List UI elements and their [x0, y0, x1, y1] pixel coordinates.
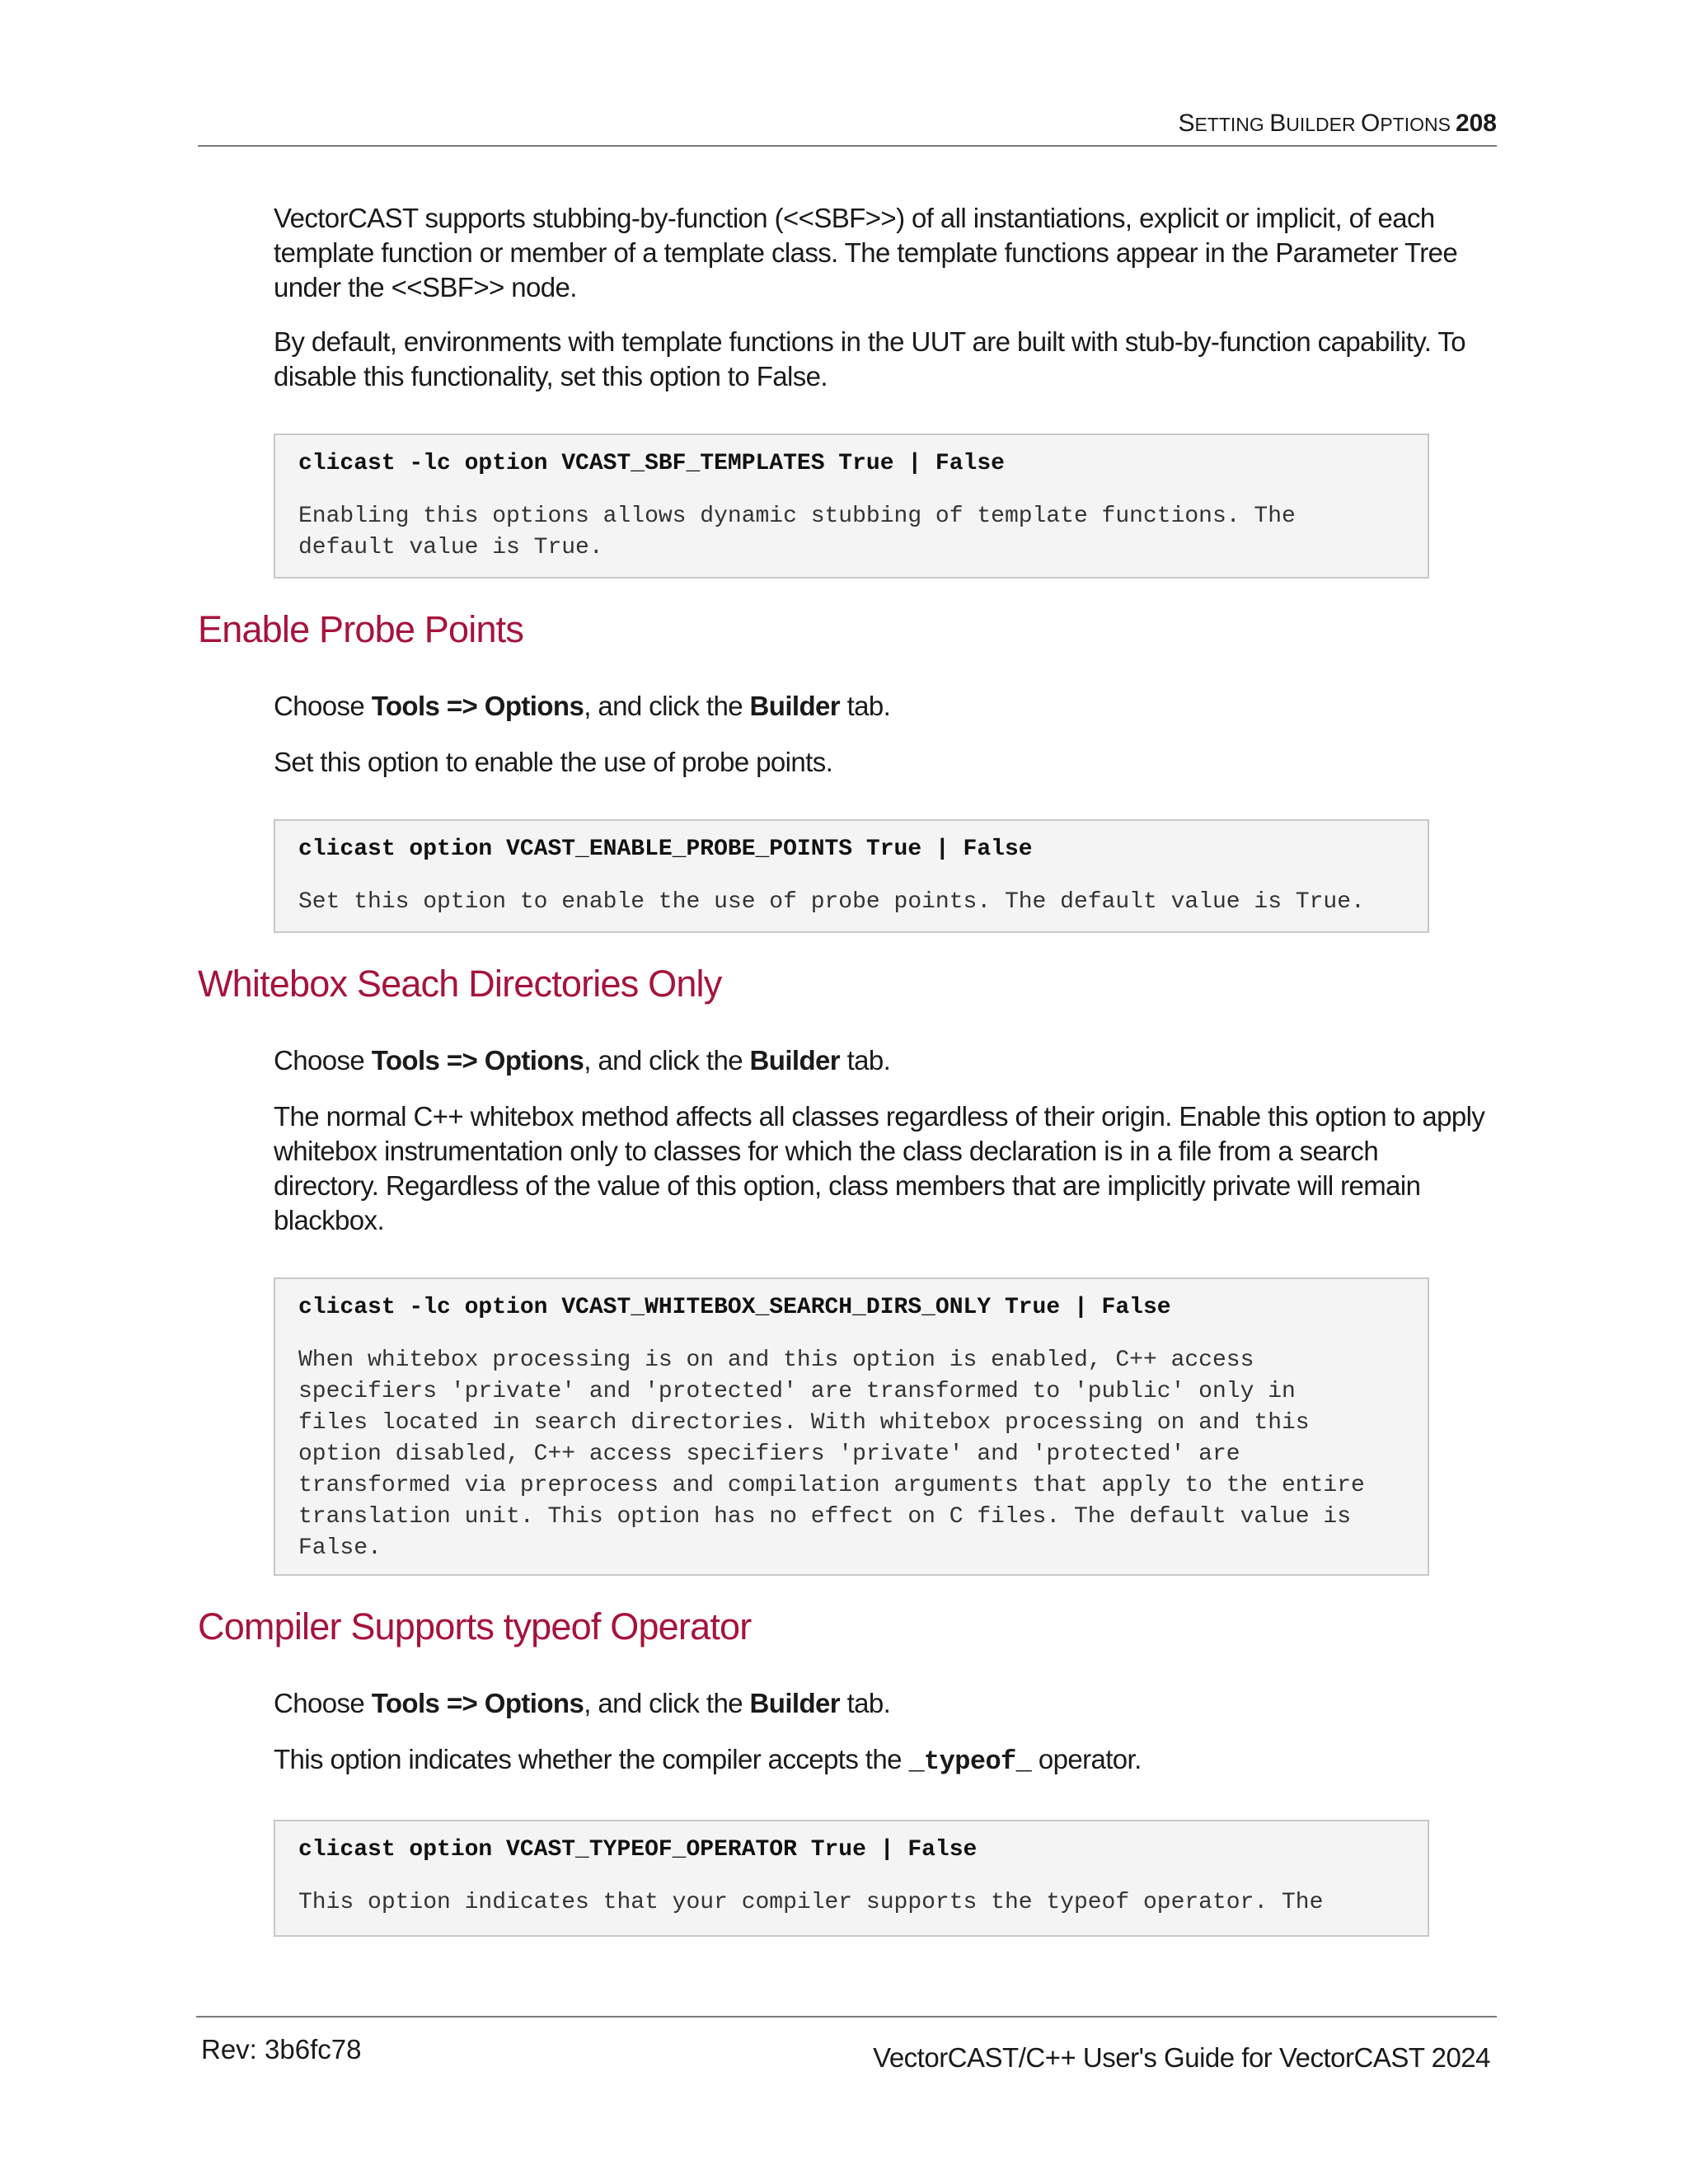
typeof-operator-code: _typeof_ — [908, 1746, 1032, 1777]
page-footer — [196, 2016, 1497, 2073]
page-number: 208 — [1455, 110, 1497, 137]
section-heading-typeof: Compiler Supports typeof Operator — [198, 1605, 752, 1647]
code-command: clicast -lc option VCAST_WHITEBOX_SEARCH_DIRS_ONLY True | False — [298, 1295, 1171, 1320]
code-description: This option indicates that your compiler supports the typeof operator. The — [298, 1890, 1324, 1915]
page-header — [198, 105, 1497, 147]
typeof-description: This option indicates whether the compiler accepts the _typeof_ operator. — [274, 1744, 1142, 1777]
running-header-title: SETTING BUILDER OPTIONS — [1178, 110, 1451, 137]
menu-path-paragraph: Choose Tools => Options, and click the Builder tab. — [274, 1688, 891, 1718]
code-description: Enabling this options allows dynamic stubbing of template functions. The default value is True. — [298, 504, 1296, 560]
code-command: clicast -lc option VCAST_SBF_TEMPLATES True | False — [298, 451, 1005, 476]
menu-path-paragraph: Choose Tools => Options, and click the Builder tab. — [274, 1045, 891, 1076]
section-heading-probe-points: Enable Probe Points — [198, 608, 524, 650]
probe-description: Set this option to enable the use of probe points. — [274, 747, 833, 777]
code-command: clicast option VCAST_ENABLE_PROBE_POINTS True | False — [298, 837, 1033, 862]
whitebox-code-box — [274, 1277, 1429, 1576]
code-description: Set this option to enable the use of probe points. The default value is True. — [298, 889, 1365, 915]
code-command: clicast option VCAST_TYPEOF_OPERATOR True | False — [298, 1837, 978, 1863]
revision-label: Rev: 3b6fc78 — [201, 2034, 362, 2064]
sbf-default-paragraph: By default, environments with template functions in the UUT are built with stub-by-function capability. To disable this functionality, set this option to False. — [274, 326, 1465, 391]
guide-title: VectorCAST/C++ User's Guide for VectorCAST 2024 — [873, 2042, 1490, 2073]
whitebox-description: The normal C++ whitebox method affects all classes regardless of their origin. Enable this option to apply whitebox instrumentation only to classes for which the class declaration is in a file from a search directory. Regardless of the value of this option, class members that are implicitly private will remain blackbox. — [274, 1101, 1485, 1235]
sbf-code-box — [274, 434, 1429, 579]
menu-path-paragraph: Choose Tools => Options, and click the Builder tab. — [274, 691, 891, 721]
probe-code-box — [274, 819, 1429, 933]
typeof-code-box — [274, 1820, 1429, 1937]
sbf-paragraph: VectorCAST supports stubbing-by-function (<<SBF>>) of all instantiations, explicit or implicit, of each template function or member of a template class. The template functions appear in the Parameter Tree under the <<SBF>> node. — [274, 203, 1458, 302]
section-heading-whitebox: Whitebox Seach Directories Only — [198, 963, 722, 1005]
code-description: When whitebox processing is on and this option is enabled, C++ access specifiers 'private' and 'protected' are transformed to 'public' only in files located in search directories. With whitebox processing on and this option disabled, C++ access specifiers 'private' and 'protected' are transformed via preprocess and compilation arguments that apply to the entire translation unit. This option has no effect on C files. The default value is False. — [298, 1347, 1365, 1561]
